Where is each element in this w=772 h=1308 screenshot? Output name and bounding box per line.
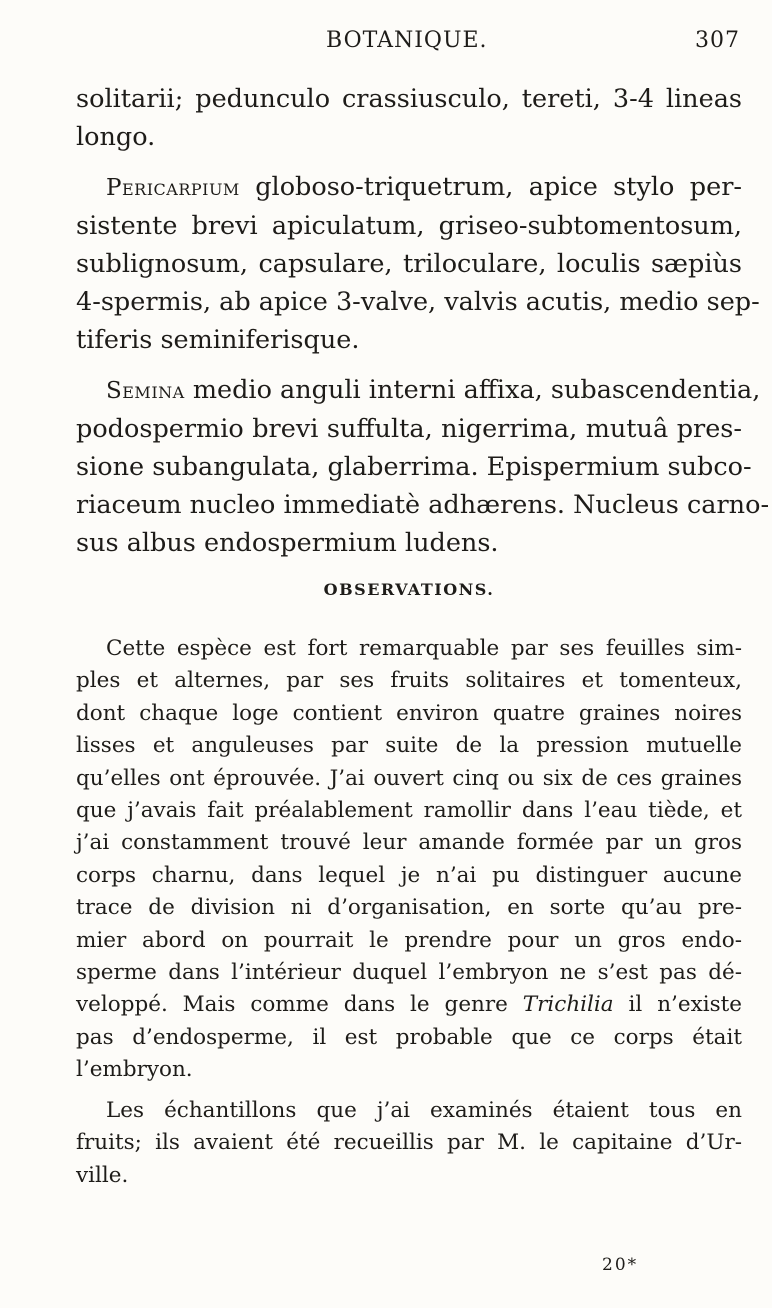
page-number: 307	[695, 28, 740, 53]
latin-description	[76, 80, 770, 574]
paragraph-pericarpium	[76, 168, 760, 359]
genus-name: Trichilia	[522, 992, 614, 1018]
text-line: fruits; ils avaient été recueillis par M. le capitaine d’Ur-	[76, 1130, 742, 1156]
paragraph-peduncle	[76, 80, 742, 156]
text-line: 4-spermis, ab apice 3-valve, valvis acutis, medio sep-	[76, 287, 760, 317]
text-line: pas d’endosperme, il est probable que ce corps était	[76, 1024, 742, 1050]
text-line: corps charnu, dans lequel je n’ai pu distinguer aucune	[76, 862, 742, 888]
text-line: sione subangulata, glaberrima. Epispermium subco-	[76, 452, 752, 482]
text-line: Cette espèce est fort remarquable par ses feuilles sim-	[106, 636, 742, 661]
text-line: qu’elles ont éprouvée. J’ai ouvert cinq ou six de ces graines	[76, 765, 742, 791]
section-heading: OBSERVATIONS.	[323, 580, 495, 599]
lead-term: Pericarpium	[106, 175, 240, 201]
text-line: solitarii; pedunculo crassiusculo, tereti, 3-4 lineas	[76, 84, 742, 114]
signature-mark: 20*	[602, 1255, 639, 1275]
paragraph-semina	[76, 371, 770, 562]
running-title: BOTANIQUE.	[326, 28, 488, 53]
lead-term: Semina	[106, 378, 185, 404]
text-line: ville.	[76, 1162, 129, 1188]
text-line: l’embryon.	[76, 1057, 193, 1083]
text-line: lisses et anguleuses par suite de la pression mutuelle	[76, 733, 742, 759]
text-line: podospermio brevi suffulta, nigerrima, mutuâ pres-	[76, 414, 742, 444]
paragraph-observation-2	[76, 1095, 742, 1192]
text-line: que j’avais fait préalablement ramollir dans l’eau tiède, et	[76, 798, 742, 824]
running-head	[76, 28, 740, 62]
text-line: sistente brevi apiculatum, griseo-subtomentosum,	[76, 211, 742, 241]
text-line: sperme dans l’intérieur duquel l’embryon ne s’est pas dé-	[76, 960, 742, 986]
text-line: ples et alternes, par ses fruits solitaires et tomenteux,	[76, 668, 742, 694]
text-line: Semina medio anguli interni affixa, subascendentia,	[106, 375, 761, 405]
text-line: Les échantillons que j’ai examinés étaient tous en	[106, 1097, 742, 1123]
text-line: sus albus endospermium ludens.	[76, 528, 499, 558]
observations-text	[76, 633, 742, 1200]
text-line: longo.	[76, 122, 156, 152]
text-line: dont chaque loge contient environ quatre graines noires	[76, 700, 742, 726]
text-line: Pericarpium globoso-triquetrum, apice stylo per-	[106, 172, 743, 202]
text-line: sublignosum, capsulare, triloculare, loculis sæpiùs	[76, 249, 742, 279]
text-line: j’ai constamment trouvé leur amande formée par un gros	[76, 830, 742, 856]
text-line: veloppé. Mais comme dans le genre Trichilia il n’existe	[76, 992, 742, 1018]
text-line: tiferis seminiferisque.	[76, 325, 360, 355]
text-line: mier abord on pourrait le prendre pour un gros endo-	[76, 927, 742, 953]
paragraph-observation-1	[76, 633, 742, 1087]
text-line: riaceum nucleo immediatè adhærens. Nucleus carno-	[76, 490, 770, 520]
text-line: trace de division ni d’organisation, en sorte qu’au pre-	[76, 895, 742, 921]
